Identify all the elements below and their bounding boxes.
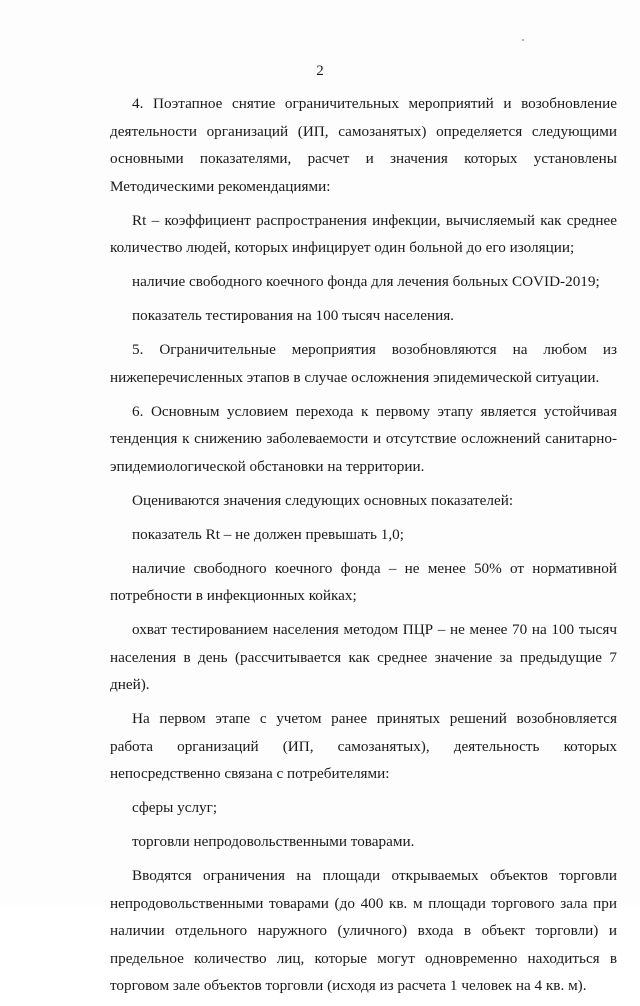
paragraph-first-stage: На первом этапе с учетом ранее принятых решений возобновляется работа организаций (ИП, самозанятых), деятельность которых непосредственно связана с потребителями: <box>110 710 617 782</box>
paragraph-item-5: 5. Ограничительные мероприятия возобновляются на любом из нижеперечисленных этапов в случае осложнения эпидемической ситуации. <box>110 341 617 386</box>
paragraph-bed-threshold: наличие свободного коечного фонда – не менее 50% от нормативной потребности в инфекционных койках; <box>110 559 617 604</box>
paragraph-rt-threshold: показатель Rt – не должен превышать 1,0; <box>132 525 404 543</box>
list-item-services: сферы услуг; <box>132 799 218 816</box>
paragraph-pcr-threshold: охват тестированием населения методом ПЦР – не менее 70 на 100 тысяч населения в день (рассчитывается как среднее значение за предыдущие 7 дней). <box>110 621 617 693</box>
paragraph-bed-capacity: наличие свободного коечного фонда для лечения больных COVID-2019; <box>132 273 600 290</box>
paragraph-testing-rate: показатель тестирования на 100 тысяч населения. <box>132 307 454 324</box>
scan-speck <box>522 39 524 41</box>
page-number: 2 <box>316 63 324 79</box>
paragraph-item-4: 4. Поэтапное снятие ограничительных мероприятий и возобновление деятельности организаций (ИП, самозанятых) определяется следующими основными показателями, расчет и значения которых установлены Методическими рекомендациями: <box>110 95 617 195</box>
paragraph-indicators-intro: Оцениваются значения следующих основных показателей: <box>132 491 514 509</box>
paragraph-item-6: 6. Основным условием перехода к первому этапу является устойчивая тенденция к снижению заболеваемости и отсутствие осложнений санитарно-эпидемиологической обстановки на территории. <box>110 402 617 475</box>
list-item-nonfood-trade: торговли непродовольственными товарами. <box>132 833 415 850</box>
paragraph-rt-definition: Rt – коэффициент распространения инфекции, вычисляемый как среднее количество людей, которых инфицирует один больной до его изоляции; <box>110 211 617 256</box>
paragraph-area-restrictions: Вводятся ограничения на площади открываемых объектов торговли непродовольственными товарами (до 400 кв. м площади торгового зала при наличии отдельного наружного (уличного) входа в объект торговли) и предельное количество лиц, которые могут одновременно находиться в торговом зале объектов торговли (исходя из расчета 1 человек на 4 кв. м). <box>110 867 617 994</box>
document-body <box>110 90 617 1006</box>
